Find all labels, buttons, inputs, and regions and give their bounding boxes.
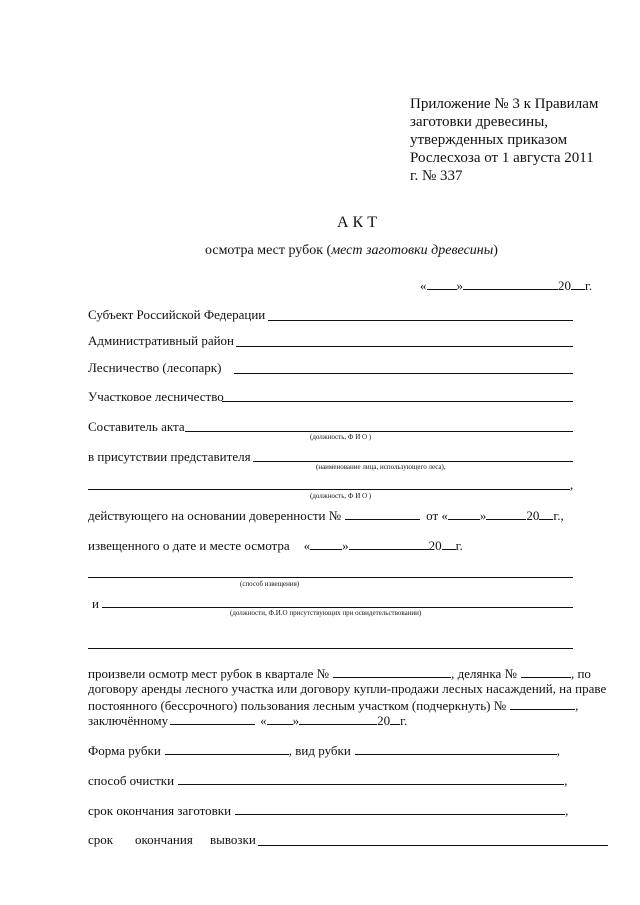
quarter-label: произвели осмотр мест рубок в квартале №	[88, 666, 330, 681]
export-word-1: срок	[88, 832, 114, 847]
date-month-field[interactable]	[463, 277, 558, 290]
concluded-year-field[interactable]	[390, 712, 400, 725]
notified-year-prefix: 20	[428, 538, 442, 553]
date-close-quote: »	[456, 278, 463, 293]
plot-label: , делянка №	[451, 666, 517, 681]
appendix-line-5: г. № 337	[410, 168, 463, 184]
subtitle-close: )	[493, 243, 498, 258]
acting-close-quote: »	[479, 508, 487, 523]
appendix-line-3: утвержденных приказом	[410, 132, 568, 148]
section-forestry-field[interactable]	[222, 401, 573, 402]
export-deadline-field[interactable]	[258, 845, 608, 846]
compiler-hint: (должность, Ф И О )	[310, 433, 372, 441]
attendees-extra-field[interactable]	[88, 648, 573, 649]
harvest-end-line	[88, 802, 568, 819]
felling-form-line	[88, 742, 560, 759]
subtitle-italic: мест заготовки древесины	[331, 243, 494, 258]
acting-month-field[interactable]	[486, 507, 526, 520]
cleaning-method-field[interactable]	[178, 772, 564, 785]
district-field[interactable]	[236, 346, 573, 347]
cleaning-method-line	[88, 772, 567, 789]
power-of-attorney-number-field[interactable]	[345, 507, 420, 520]
notified-month-field[interactable]	[349, 537, 429, 550]
notice-method-field[interactable]	[88, 577, 573, 578]
appendix-line-1: Приложение № 3 к Правилам	[410, 96, 599, 112]
acting-from-label: от «	[426, 508, 448, 523]
export-word-3: вывозки	[210, 832, 256, 847]
forestry-field[interactable]	[234, 373, 573, 374]
presence-hint: (наименование лица, использующего леса),	[316, 463, 446, 471]
and-label: и	[92, 596, 99, 611]
date-open-quote: «	[420, 278, 427, 293]
notified-open-quote: «	[303, 538, 311, 553]
harvest-end-label: срок окончания заготовки	[88, 803, 232, 818]
acting-basis-label: действующего на основании доверенности №	[88, 508, 342, 523]
acting-year-prefix: 20	[526, 508, 540, 523]
felling-type-field[interactable]	[355, 742, 557, 755]
concluded-field[interactable]	[170, 712, 255, 725]
acting-end: г.,	[553, 508, 564, 523]
contract-comma: ,	[575, 698, 579, 713]
contract-number-field[interactable]	[510, 697, 575, 710]
date-year-prefix: 20	[558, 278, 571, 293]
presence-label: в присутствии представителя	[88, 449, 251, 464]
appendix-line-2: заготовки древесины,	[410, 114, 549, 130]
date-line	[420, 277, 592, 294]
concluded-year-prefix: 20	[377, 713, 391, 728]
attendees-field[interactable]	[102, 607, 573, 608]
plot-number-field[interactable]	[521, 665, 571, 678]
cleaning-method-label: способ очистки	[88, 773, 175, 788]
notified-line	[88, 537, 463, 554]
date-day-field[interactable]	[427, 277, 457, 290]
subtitle-plain: осмотра мест рубок (	[205, 243, 332, 258]
concluded-end: г.	[400, 713, 408, 728]
forestry-label: Лесничество (лесопарк)	[88, 360, 222, 375]
notified-day-field[interactable]	[310, 537, 342, 550]
document-subtitle	[205, 243, 498, 259]
notified-label: извещенного о дате и месте осмотра	[88, 538, 290, 553]
concluded-label: заключённому	[88, 713, 169, 728]
concluded-day-field[interactable]	[267, 712, 293, 725]
felling-form-label: Форма рубки	[88, 743, 161, 758]
compiler-field[interactable]	[185, 431, 573, 432]
harvest-end-comma: ,	[565, 803, 569, 818]
presence-field[interactable]	[253, 461, 573, 462]
section-forestry-label: Участковое лесничество	[88, 389, 224, 404]
notified-close-quote: »	[342, 538, 349, 553]
subject-field[interactable]	[268, 320, 573, 321]
notified-end: г.	[455, 538, 463, 553]
notice-method-hint: (способ извещения)	[240, 580, 300, 588]
subject-label: Субъект Российской Федерации	[88, 307, 266, 322]
attendees-hint: (должности, Ф.И.О присутствующих при освидетельствовании)	[230, 609, 422, 617]
felling-form-field[interactable]	[165, 742, 289, 755]
notified-year-field[interactable]	[442, 537, 456, 550]
permanent-use-label: постоянного (бессрочного) пользования лесным участком (подчеркнуть) №	[88, 698, 507, 713]
export-word-2: окончания	[135, 832, 193, 847]
acting-basis-line	[88, 507, 564, 524]
representative-comma: ,	[570, 477, 574, 492]
felling-type-label: , вид рубки	[288, 743, 351, 758]
felling-type-comma: ,	[556, 743, 561, 758]
appendix-line-4: Рослесхоза от 1 августа 2011	[410, 150, 594, 166]
paragraph-line-2: договору аренды лесного участка или договору купли-продажи лесных насаждений, на праве	[88, 681, 607, 696]
quarter-number-field[interactable]	[333, 665, 451, 678]
paragraph-line-4	[88, 712, 407, 729]
representative-hint: (должность, Ф И О )	[310, 492, 372, 500]
by-label: , по	[570, 666, 591, 681]
representative-field[interactable]	[88, 489, 570, 490]
date-year-field[interactable]	[571, 277, 585, 290]
concluded-month-field[interactable]	[299, 712, 377, 725]
compiler-label: Составитель акта	[88, 419, 185, 434]
paragraph-line-1	[88, 665, 591, 682]
harvest-end-field[interactable]	[235, 802, 565, 815]
date-year-suffix: г.	[585, 278, 593, 293]
concluded-close-quote: »	[292, 713, 300, 728]
district-label: Административный район	[88, 333, 235, 348]
document-title: АКТ	[337, 214, 381, 231]
cleaning-method-comma: ,	[564, 773, 568, 788]
concluded-open-quote: «	[260, 713, 267, 728]
acting-year-field[interactable]	[539, 507, 553, 520]
acting-day-field[interactable]	[448, 507, 480, 520]
